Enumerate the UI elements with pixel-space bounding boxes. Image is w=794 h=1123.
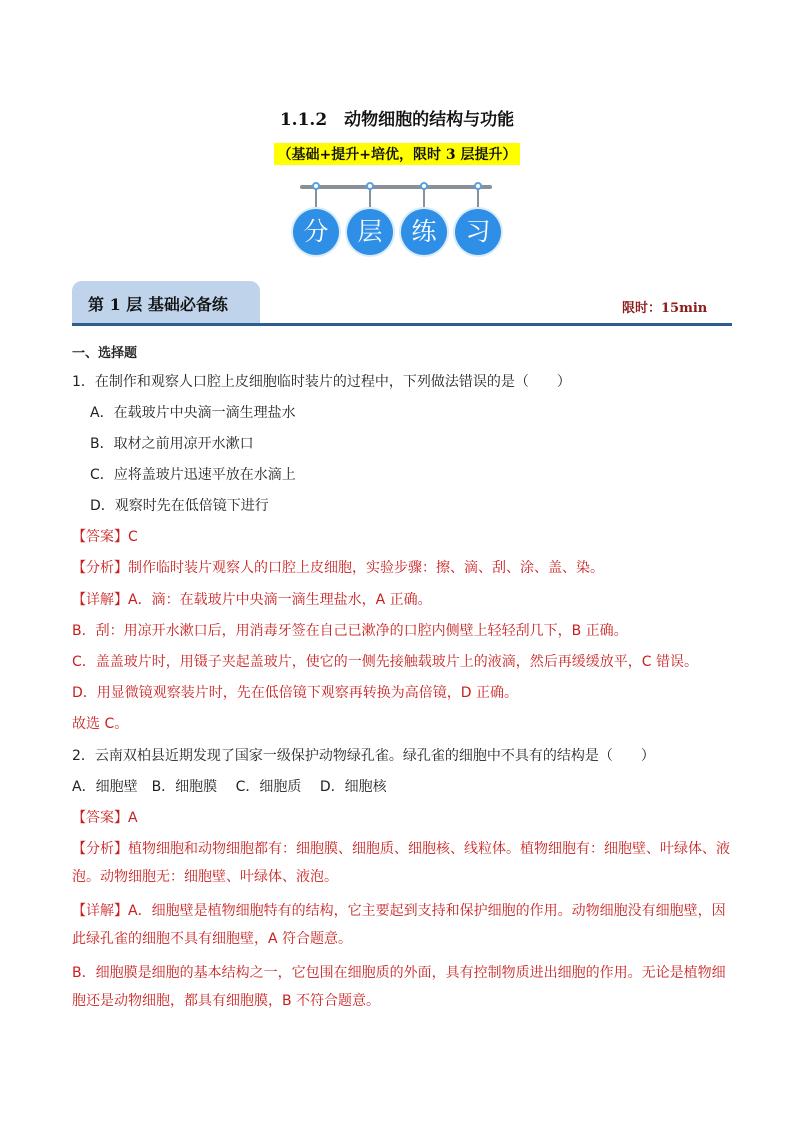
- q1-detail-a: [72, 590, 732, 610]
- emblem-dot: [474, 182, 482, 190]
- detail-tag: 【详解】: [72, 903, 128, 919]
- q1-option-b: B．取材之前用凉开水漱口: [90, 436, 254, 452]
- emblem-tick: [315, 187, 317, 209]
- detail-text: A．细胞壁是植物细胞特有的结构，它主要起到支持和保护细胞的作用。动物细胞没有细胞壁，因此绿孔雀的细胞不具有细胞壁，A 符合题意。: [72, 903, 726, 947]
- q1-option-a: A．在载玻片中央滴一滴生理盐水: [90, 405, 296, 421]
- emblem-tick: [423, 187, 425, 209]
- level-tab: 第 1 层 基础必备练: [72, 281, 260, 325]
- q1-option-c: C．应将盖玻片迅速平放在水滴上: [90, 467, 296, 483]
- q2-answer: [72, 808, 732, 828]
- answer-tag: 【答案】: [72, 529, 128, 545]
- emblem-dot: [420, 182, 428, 190]
- analysis-tag: 【分析】: [72, 560, 128, 576]
- q1-stem: 1．在制作和观察人口腔上皮细胞临时装片的过程中，下列做法错误的是（ ）: [72, 374, 571, 390]
- emblem-char-lian: 练: [401, 209, 447, 255]
- q1-option-d: D．观察时先在低倍镜下进行: [90, 498, 269, 514]
- emblem-bar: [300, 185, 492, 189]
- q2-analysis: [72, 835, 732, 891]
- answer-value: A: [128, 810, 138, 826]
- q2-detail-a: [72, 897, 732, 953]
- section-divider: [72, 323, 732, 326]
- answer-value: C: [128, 529, 138, 545]
- answer-tag: 【答案】: [72, 810, 128, 826]
- time-limit: 限时：15min: [622, 301, 708, 316]
- detail-tag: 【详解】: [72, 592, 128, 608]
- section-heading: 一、选择题: [72, 346, 138, 361]
- page-title: 1.1.2 动物细胞的结构与功能: [279, 110, 515, 130]
- emblem-char-xi: 习: [455, 209, 501, 255]
- page-subtitle: （基础+提升+培优，限时 3 层提升）: [274, 143, 521, 165]
- q1-answer: [72, 527, 732, 547]
- detail-text: A．滴：在载玻片中央滴一滴生理盐水，A 正确。: [128, 592, 432, 608]
- q1-analysis: [72, 558, 732, 578]
- emblem-tick: [369, 187, 371, 209]
- q1-detail-c: C．盖盖玻片时，用镊子夹起盖玻片，使它的一侧先接触载玻片上的液滴，然后再缓缓放平，C 错误。: [72, 654, 698, 670]
- subtitle-wrap: [0, 143, 794, 165]
- q2-detail-b: B．细胞膜是细胞的基本结构之一，它包围在细胞质的外面，具有控制物质进出细胞的作用。无论是植物细胞还是动物细胞，都具有细胞膜，B 不符合题意。: [72, 965, 726, 1009]
- analysis-text: 植物细胞和动物细胞都有：细胞膜、细胞质、细胞核、线粒体。植物细胞有：细胞壁、叶绿体、液泡。动物细胞无：细胞壁、叶绿体、液泡。: [72, 841, 730, 885]
- q2-options: A．细胞壁 B．细胞膜 C．细胞质 D．细胞核: [72, 779, 387, 795]
- emblem-char-ceng: 层: [347, 209, 393, 255]
- emblem-tick: [477, 187, 479, 209]
- q1-detail-d: D．用显微镜观察装片时，先在低倍镜下观察再转换为高倍镜，D 正确。: [72, 685, 519, 701]
- analysis-tag: 【分析】: [72, 841, 128, 857]
- q1-conclusion: 故选 C。: [72, 716, 129, 732]
- emblem-char-fen: 分: [293, 209, 339, 255]
- q1-detail-b: B．刮：用凉开水漱口后，用消毒牙签在自己已漱净的口腔内侧壁上轻轻刮几下，B 正确。: [72, 623, 628, 639]
- emblem-dot: [366, 182, 374, 190]
- q2-stem: 2．云南双柏县近期发现了国家一级保护动物绿孔雀。绿孔雀的细胞中不具有的结构是（ ）: [72, 748, 655, 764]
- practice-emblem: [292, 180, 504, 260]
- emblem-dot: [312, 182, 320, 190]
- analysis-text: 制作临时装片观察人的口腔上皮细胞，实验步骤：擦、滴、刮、涂、盖、染。: [128, 560, 604, 576]
